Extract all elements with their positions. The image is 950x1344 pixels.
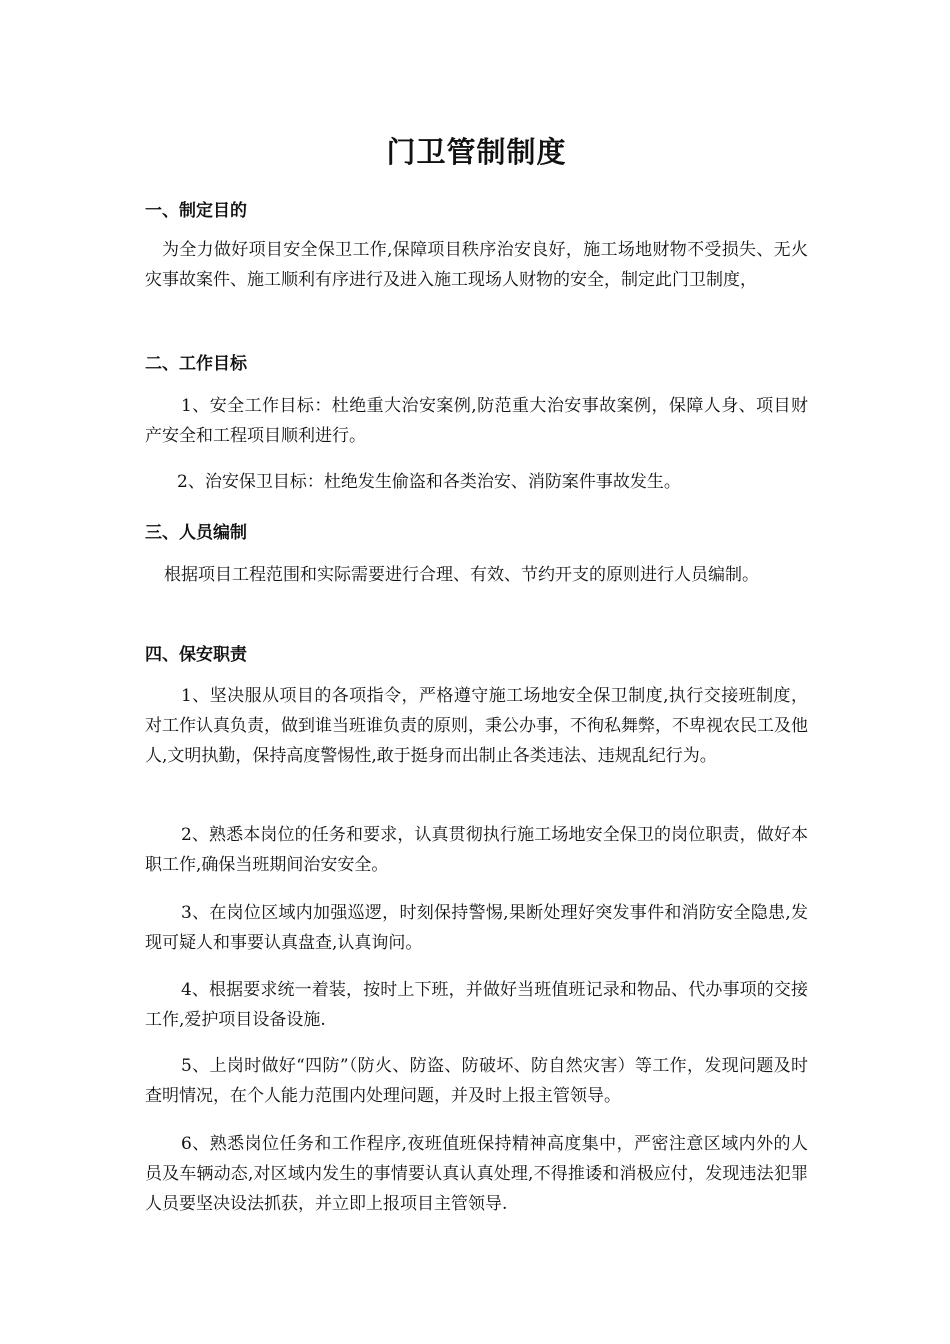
paragraph-duty-3: 3、在岗位区域内加强巡逻，时刻保持警惕,果断处理好突发事件和消防安全隐患,发现可疑人和事要认真盘查,认真询问。 [145, 903, 808, 953]
paragraph-purpose: 为全力做好项目安全保卫工作,保障项目秩序治安良好，施工场地财物不受损失、无火灾事故案件、施工顺利有序进行及进入施工现场人财物的安全，制定此门卫制度， [145, 240, 808, 290]
paragraph-duty-5: 5、上岗时做好“四防”（防火、防盗、防破坏、防自然灾害）等工作，发现问题及时查明情况，在个人能力范围内处理问题，并及时上报主管领导。 [145, 1056, 808, 1106]
paragraph-duty-2: 2、熟悉本岗位的任务和要求，认真贯彻执行施工场地安全保卫的岗位职责，做好本职工作,确保当班期间治安安全。 [145, 825, 808, 875]
section-heading-purpose: 一、制定目的 [145, 201, 247, 221]
paragraph-goal-2: 2、治安保卫目标：杜绝发生偷盗和各类治安、消防案件事故发生。 [177, 472, 681, 492]
paragraph-duty-6: 6、熟悉岗位任务和工作程序,夜班值班保持精神高度集中，严密注意区域内外的人员及车辆动态,对区域内发生的事情要认真认真处理,不得推诿和消极应付，发现违法犯罪人员要坚决设法抓获，并立即上报项目主管领导. [145, 1134, 808, 1214]
section-heading-goals: 二、工作目标 [145, 354, 247, 374]
document-title: 门卫管制制度 [386, 135, 567, 169]
paragraph-duty-4: 4、根据要求统一着装，按时上下班，并做好当班值班记录和物品、代办事项的交接工作,爱护项目设备设施. [145, 980, 808, 1030]
paragraph-duty-1: 1、坚决服从项目的各项指令，严格遵守施工场地安全保卫制度,执行交接班制度，对工作认真负责，做到谁当班谁负责的原则，秉公办事，不徇私舞弊，不卑视农民工及他人,文明执勤，保持高度警惕性,敢于挺身而出制止各类违法、违规乱纪行为。 [145, 686, 808, 766]
paragraph-staffing: 根据项目工程范围和实际需要进行合理、有效、节约开支的原则进行人员编制。 [164, 565, 759, 585]
paragraph-goal-1: 1、安全工作目标：杜绝重大治安案例,防范重大治安事故案例，保障人身、项目财产安全和工程项目顺利进行。 [145, 396, 808, 446]
section-heading-duties: 四、保安职责 [145, 645, 247, 665]
section-heading-staffing: 三、人员编制 [145, 523, 247, 543]
